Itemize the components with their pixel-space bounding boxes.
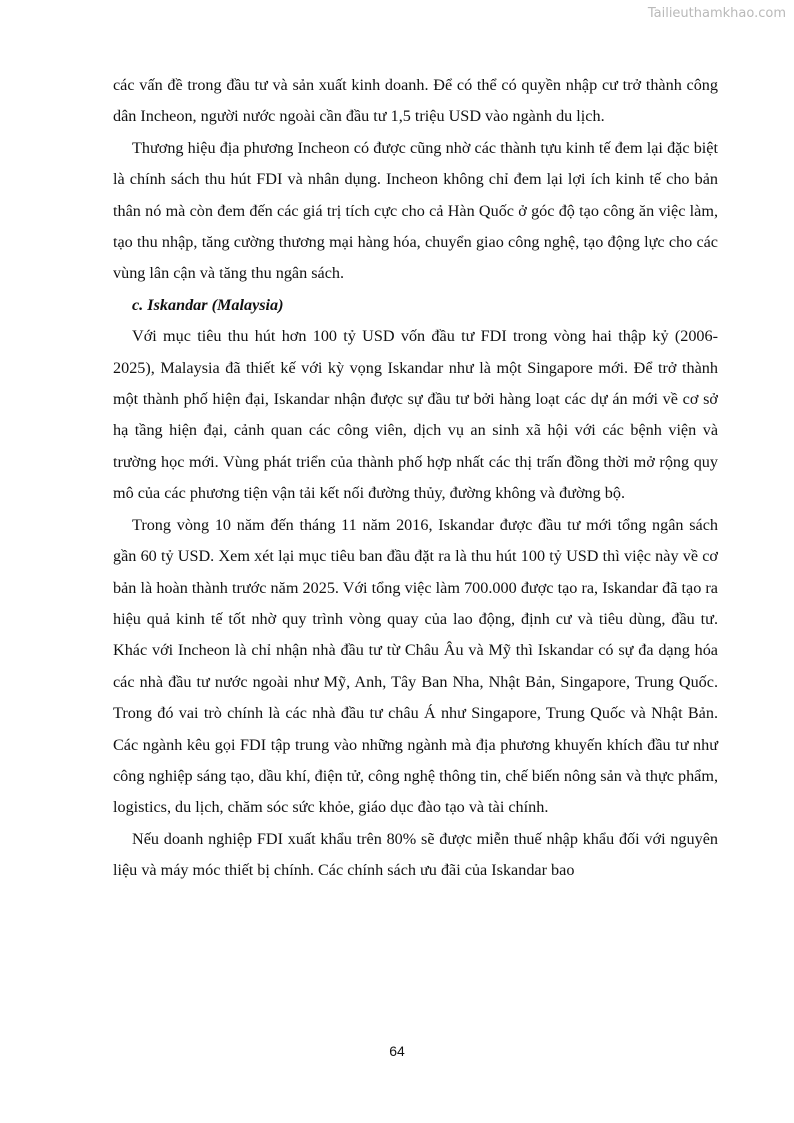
section-heading-iskandar: c. Iskandar (Malaysia)	[132, 295, 284, 314]
page-number: 64	[389, 1043, 405, 1059]
page-body	[113, 70, 718, 887]
watermark: Tailieuthamkhao.com	[647, 6, 786, 21]
paragraph-fdi-export: Nếu doanh nghiệp FDI xuất khẩu trên 80% sẽ được miễn thuế nhập khẩu đối với nguyên liệu và máy móc thiết bị chính. Các chính sách ưu đãi của Iskandar bao	[113, 829, 718, 880]
paragraph-iskandar-investment: Trong vòng 10 năm đến tháng 11 năm 2016, Iskandar được đầu tư mới tổng ngân sách gần 60 tỷ USD. Xem xét lại mục tiêu ban đầu đặt ra là thu hút 100 tỷ USD thì việc này về cơ bản là hoàn thành trước năm 2025. Với tổng việc làm 700.000 được tạo ra, Iskandar đã tạo ra hiệu quả kinh tế tốt nhờ quy trình vòng quay của lao động, định cư và tiêu dùng, đầu tư. Khác với Incheon là chỉ nhận nhà đầu tư từ Châu Âu và Mỹ thì Iskandar có sự đa dạng hóa các nhà đầu tư nước ngoài như Mỹ, Anh, Tây Ban Nha, Nhật Bản, Singapore, Trung Quốc. Trong đó vai trò chính là các nhà đầu tư châu Á như Singapore, Trung Quốc và Nhật Bản. Các ngành kêu gọi FDI tập trung vào những ngành mà địa phương khuyến khích đầu tư như công nghiệp sáng tạo, dầu khí, điện tử, công nghệ thông tin, chế biến nông sản và thực phẩm, logistics, du lịch, chăm sóc sức khỏe, giáo dục đào tạo và tài chính.	[113, 515, 718, 817]
paragraph-iskandar-goal: Với mục tiêu thu hút hơn 100 tỷ USD vốn đầu tư FDI trong vòng hai thập kỷ (2006-2025), Malaysia đã thiết kế với kỳ vọng Iskandar như là một Singapore mới. Để trở thành một thành phố hiện đại, Iskandar nhận được sự đầu tư bởi hàng loạt các dự án mới về cơ sở hạ tầng hiện đại, cảnh quan các công viên, dịch vụ an sinh xã hội với các bệnh viện và trường học mới. Vùng phát triển của thành phố hợp nhất các thị trấn đồng thời mở rộng quy mô của các phương tiện vận tải kết nối đường thủy, đường không và đường bộ.	[113, 327, 718, 503]
paragraph-continued: các vấn đề trong đầu tư và sản xuất kinh doanh. Để có thể có quyền nhập cư trở thành công dân Incheon, người nước ngoài cần đầu tư 1,5 triệu USD vào ngành du lịch.	[113, 76, 718, 126]
paragraph-incheon-brand: Thương hiệu địa phương Incheon có được cũng nhờ các thành tựu kinh tế đem lại đặc biệt là chính sách thu hút FDI và nhân dụng. Incheon không chỉ đem lại lợi ích kinh tế cho bản thân nó mà còn đem đến các giá trị tích cực cho cả Hàn Quốc ở góc độ tạo công ăn việc làm, tạo thu nhập, tăng cường thương mại hàng hóa, chuyển giao công nghệ, tạo động lực cho các vùng lân cận và tăng thu ngân sách.	[113, 138, 718, 283]
